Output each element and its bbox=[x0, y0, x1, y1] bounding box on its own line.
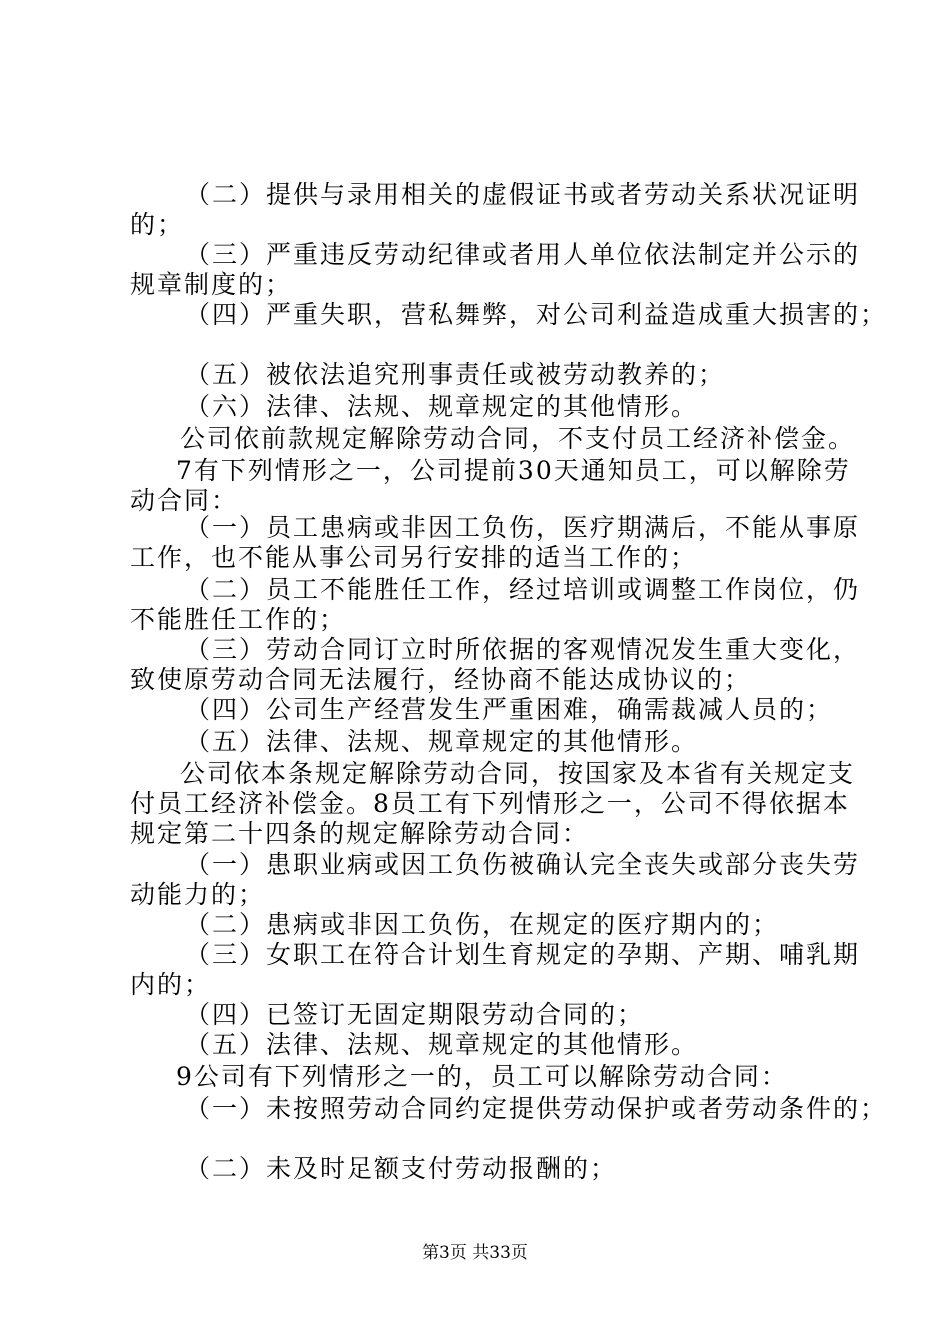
text-line: （三）劳动合同订立时所依据的客观情况发生重大变化， bbox=[185, 635, 861, 664]
text-line: （五）被依法追究刑事责任或被劳动教养的； bbox=[185, 360, 726, 389]
text-line: （一）患职业病或因工负伤被确认完全丧失或部分丧失劳 bbox=[185, 850, 861, 879]
text-line: （四）已签订无固定期限劳动合同的； bbox=[185, 1000, 645, 1029]
text-line: 付员工经济补偿金。8员工有下列情形之一，公司不得依据本 bbox=[130, 789, 850, 818]
text-line: （一）员工患病或非因工负伤，医疗期满后，不能从事原 bbox=[185, 513, 861, 542]
text-line: （一）未按照劳动合同约定提供劳动保护或者劳动条件的； bbox=[185, 1094, 888, 1123]
text-line: （四）严重失职，营私舞弊，对公司利益造成重大损害的； bbox=[185, 300, 888, 329]
text-line: （二）员工不能胜任工作，经过培训或调整工作岗位，仍 bbox=[185, 575, 861, 604]
text-line: 公司依前款规定解除劳动合同，不支付员工经济补偿金。 bbox=[180, 424, 856, 453]
text-line: 7有下列情形之一，公司提前30天通知员工，可以解除劳 bbox=[176, 456, 851, 485]
text-line: （四）公司生产经营发生严重困难，确需裁减人员的； bbox=[185, 695, 834, 724]
text-line: （三）女职工在符合计划生育规定的孕期、产期、哺乳期 bbox=[185, 940, 861, 969]
text-line: 致使原劳动合同无法履行，经协商不能达成协议的； bbox=[130, 665, 752, 694]
text-line: （五）法律、法规、规章规定的其他情形。 bbox=[185, 727, 699, 756]
text-line: （二）患病或非因工负伤，在规定的医疗期内的； bbox=[185, 910, 780, 939]
text-line: （五）法律、法规、规章规定的其他情形。 bbox=[185, 1030, 699, 1059]
text-line: 动能力的； bbox=[130, 880, 266, 909]
text-line: 规章制度的； bbox=[130, 270, 293, 299]
text-line: 工作，也不能从事公司另行安排的适当工作的； bbox=[130, 543, 698, 572]
text-line: 动合同： bbox=[130, 486, 239, 515]
text-line: 不能胜任工作的； bbox=[130, 605, 347, 634]
text-line: （六）法律、法规、规章规定的其他情形。 bbox=[185, 392, 699, 421]
text-line: 内的； bbox=[130, 970, 212, 999]
page-number-footer: 第3页 共33页 bbox=[422, 1243, 528, 1263]
text-line: （三）严重违反劳动纪律或者用人单位依法制定并公示的 bbox=[185, 240, 861, 269]
text-line: 公司依本条规定解除劳动合同，按国家及本省有关规定支 bbox=[180, 759, 856, 788]
text-line: 的； bbox=[130, 210, 185, 239]
text-line: （二）未及时足额支付劳动报酬的； bbox=[185, 1154, 618, 1183]
text-line: 9公司有下列情形之一的，员工可以解除劳动合同： bbox=[176, 1062, 788, 1091]
text-line: 规定第二十四条的规定解除劳动合同： bbox=[130, 819, 590, 848]
text-line: （二）提供与录用相关的虚假证书或者劳动关系状况证明 bbox=[185, 180, 861, 209]
